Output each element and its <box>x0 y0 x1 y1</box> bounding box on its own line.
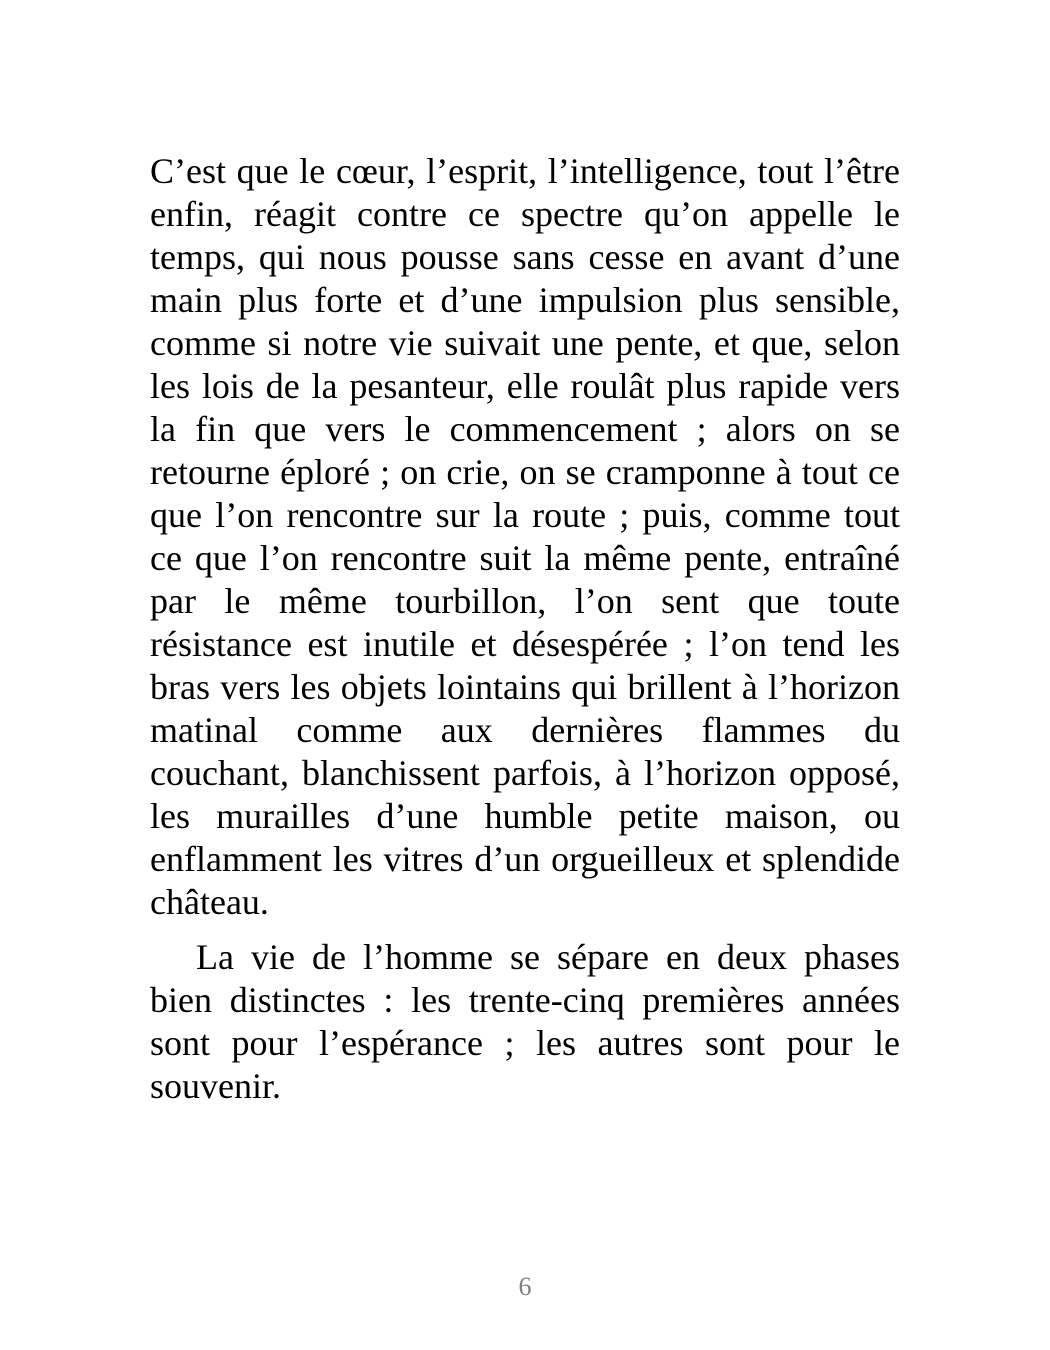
paragraph-1: C’est que le cœur, l’esprit, l’intelligence, tout l’être enfin, réagit contre ce spectre qu’on appelle le temps, qui nous pousse sans cesse en avant d’une main plus forte et d’une impulsion plus sensible, comme si notre vie suivait une pente, et que, selon les lois de la pesanteur, elle roulât plus rapide vers la fin que vers le commencement ; alors on se retourne éploré ; on crie, on se cramponne à tout ce que l’on rencontre sur la route ; puis, comme tout ce que l’on rencontre suit la même pente, entraîné par le même tourbillon, l’on sent que toute résistance est inutile et désespérée ; l’on tend les bras vers les objets lointains qui brillent à l’horizon matinal comme aux dernières flammes du couchant, blanchissent parfois, à l’horizon opposé, les murailles d’une humble petite maison, ou enflamment les vitres d’un orgueilleux et splendide château. <box>150 151 900 922</box>
paragraph-2: La vie de l’homme se sépare en deux phases bien distinctes : les trente-cinq premières années sont pour l’espérance ; les autres sont pour le souvenir. <box>150 937 900 1106</box>
page-number: 6 <box>518 1272 532 1301</box>
body-text <box>150 150 900 1108</box>
